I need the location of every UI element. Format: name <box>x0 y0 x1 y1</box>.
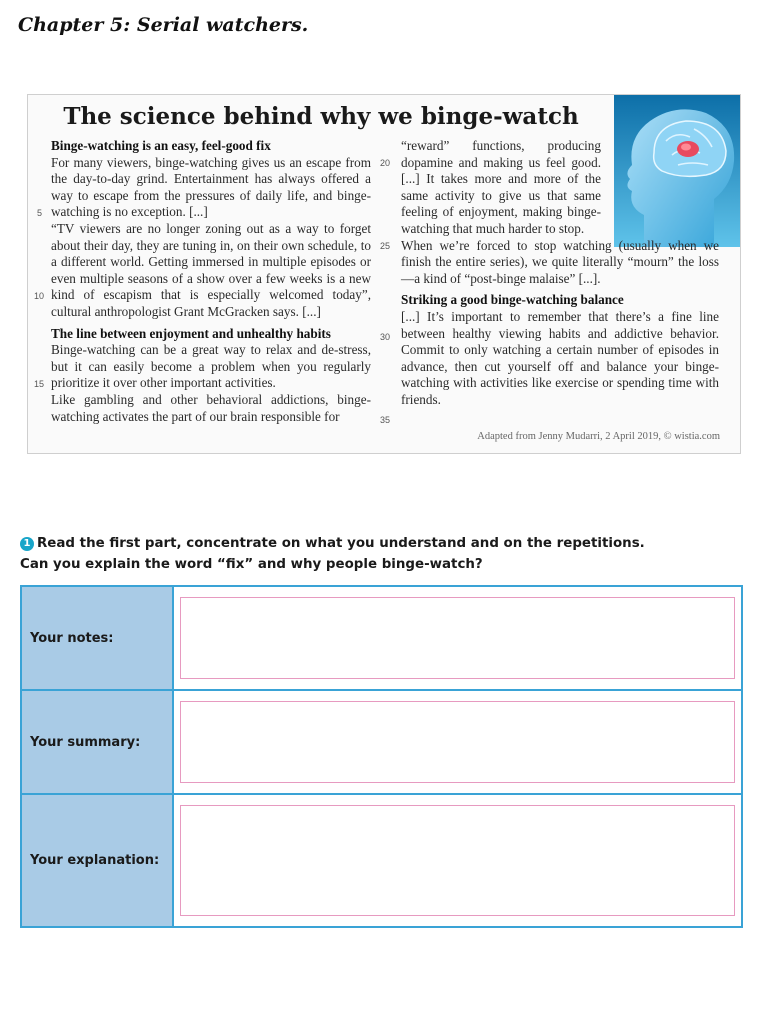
article-paragraph: When we’re forced to stop watching (usually when we finish the entire series), we quite literally “mourn” the loss—a kind of “post-binge malaise” [...]. <box>401 237 719 286</box>
task-line-2: Can you explain the word “fix” and why people binge-watch? <box>20 557 483 572</box>
line-number: 25 <box>380 241 391 251</box>
answer-row-explanation <box>22 795 741 926</box>
explanation-answer-box[interactable] <box>180 805 735 916</box>
section-heading: The line between enjoyment and unhealthy habits <box>51 325 331 341</box>
notes-answer-box[interactable] <box>180 597 735 679</box>
task-line-1: Read the first part, concentrate on what you understand and on the repetitions. <box>37 536 645 551</box>
article-credit: Adapted from Jenny Mudarri, 2 April 2019, © wistia.com <box>477 431 720 442</box>
chapter-title: Chapter 5: Serial watchers. <box>18 14 309 36</box>
section-heading: Binge-watching is an easy, feel-good fix <box>51 138 271 153</box>
answer-row-summary <box>22 691 741 795</box>
row-label: Your notes: <box>22 587 174 689</box>
line-number: 5 <box>37 208 43 218</box>
article-paragraph: “TV viewers are no longer zoning out as a way to forget about their day, they are tuning in, on their own schedule, to a different world. Getting immersed in multiple episodes or even multiple seasons of a show over a few weeks is a new kind of escapism that is especially welcomed today”, cultural anthropologist Grant McGracken says. [...] <box>51 220 371 319</box>
row-label: Your explanation: <box>22 795 174 926</box>
row-label: Your summary: <box>22 691 174 793</box>
article-column-left <box>51 138 371 425</box>
article-title: The science behind why we binge-watch <box>63 103 579 130</box>
article-paragraph: [...] It’s important to remember that there’s a fine line between healthy viewing habits and addictive behavior. Commit to only watching a certain number of episodes in advance, then cut yourself off and balance your binge-watching with activities like exercise or spending time with friends. <box>401 308 719 407</box>
article-paragraph: For many viewers, binge-watching gives us an escape from the day-to-day grind. Entertainment has always offered a way to escape from the pressures of daily life, and binge-watching is no exception. [...] <box>51 154 371 220</box>
line-number: 35 <box>380 415 391 425</box>
answer-row-notes <box>22 587 741 691</box>
circled-number-icon: 1 <box>20 537 34 551</box>
article-paragraph: Like gambling and other behavioral addictions, binge-watching activates the part of our brain responsible for <box>51 391 371 424</box>
line-number: 30 <box>380 332 391 342</box>
line-number: 10 <box>34 291 45 301</box>
line-number: 15 <box>34 379 45 389</box>
task-instructions <box>20 533 645 575</box>
article-paragraph: “reward” functions, producing dopamine and making us feel good. [...] It takes more and more of the same activity to give us that same feeling of enjoyment, making binge-watching that much harder to stop. <box>401 138 601 236</box>
summary-answer-box[interactable] <box>180 701 735 783</box>
section-heading: Striking a good binge-watching balance <box>401 292 624 308</box>
answer-grid <box>20 585 743 928</box>
article-column-right <box>401 138 719 409</box>
line-number: 20 <box>380 158 391 168</box>
article-paragraph: Binge-watching can be a great way to relax and de-stress, but it can easily become a problem when you regularly prioritize it over other important activities. <box>51 342 371 391</box>
article-box <box>27 94 741 454</box>
